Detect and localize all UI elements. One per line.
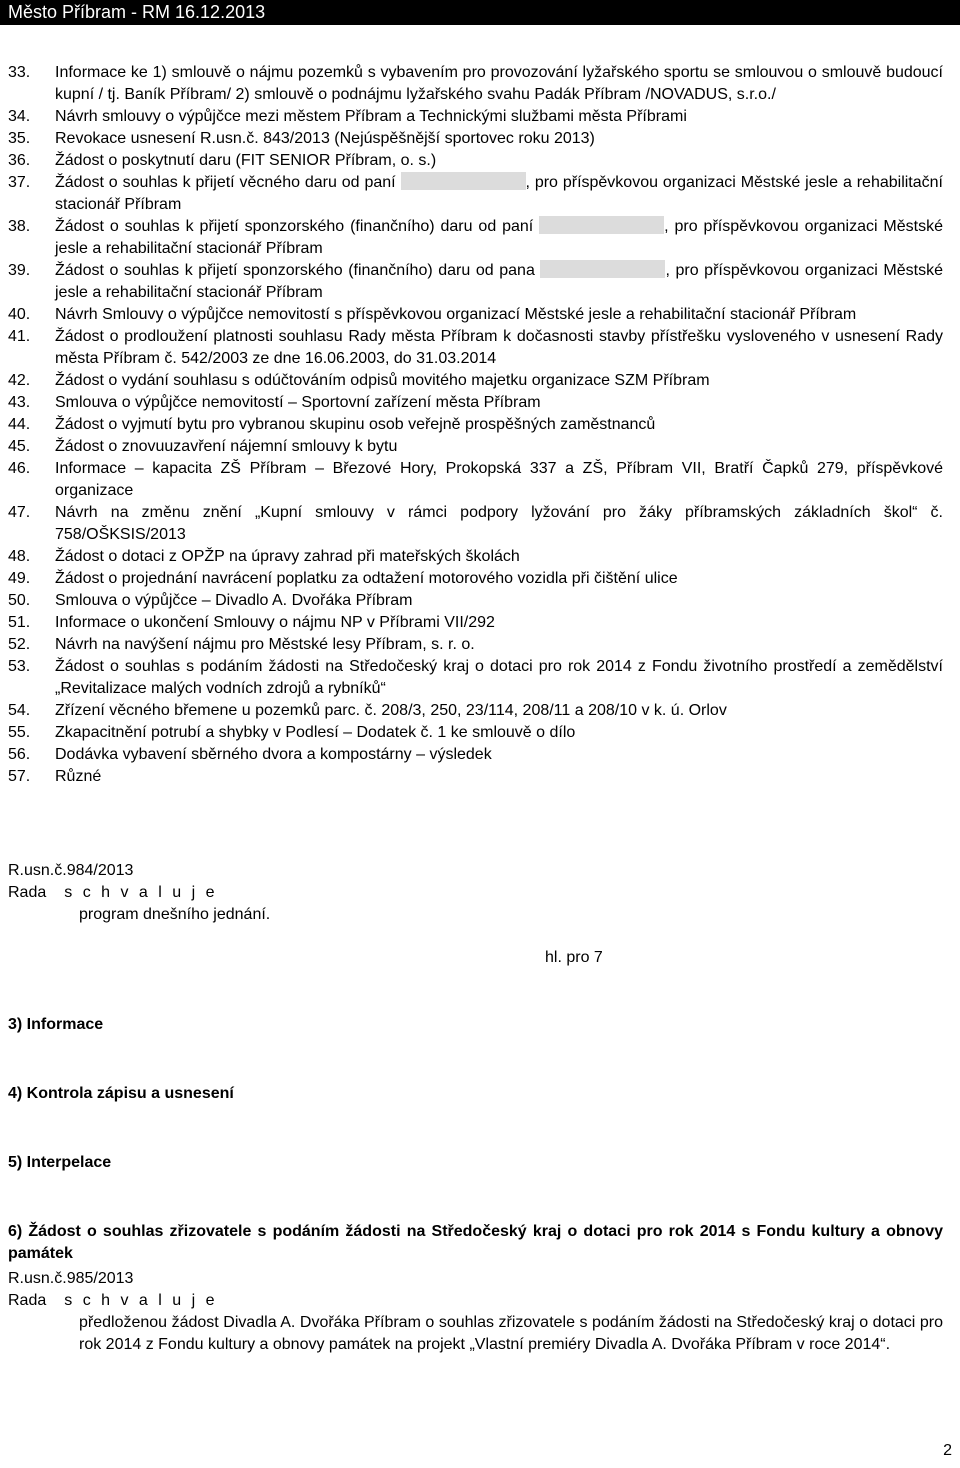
agenda-item-text-end: , pro příspěvkovou organizaci Městské jesle a rehabilitační stacionář Příbram: [55, 262, 943, 301]
agenda-item-number: 43.: [8, 394, 31, 411]
agenda-item-number: 42.: [8, 372, 31, 389]
agenda-item-text-end: , pro příspěvkovou organizaci Městské jesle a rehabilitační stacionář Příbram: [55, 174, 943, 213]
agenda-item-number: 33.: [8, 64, 31, 81]
agenda-item-number: 46.: [8, 460, 31, 477]
resolution-984: [8, 860, 943, 926]
agenda-item: [0, 590, 960, 612]
agenda-item-number: 41.: [8, 328, 31, 345]
agenda-item-text: [55, 260, 943, 304]
agenda-item-number: 34.: [8, 108, 31, 125]
agenda-item-text: Zřízení věcného břemene u pozemků parc. č. 208/3, 250, 23/114, 208/11 a 208/10 v k. ú. Orlov: [55, 702, 727, 719]
redacted-name: [539, 216, 664, 234]
agenda-item-text-start: Žádost o souhlas k přijetí věcného daru od paní: [55, 174, 396, 191]
agenda-item-text: Revokace usnesení R.usn.č. 843/2013 (Nejúspěšnější sportovec roku 2013): [55, 130, 595, 147]
agenda-item: [0, 304, 960, 326]
agenda-item-number: 51.: [8, 614, 31, 631]
agenda-list: [0, 62, 960, 788]
agenda-item-number: 44.: [8, 416, 31, 433]
agenda-item-number: 56.: [8, 746, 31, 763]
agenda-item-text: Informace o ukončení Smlouvy o nájmu NP v Příbrami VII/292: [55, 614, 495, 631]
rada-label: Rada: [8, 1292, 47, 1309]
section-heading-zadost: 6) Žádost o souhlas zřizovatele s podáním žádosti na Středočeský kraj o dotaci pro rok 2014 s Fondu kultury a obnovy památek: [8, 1223, 943, 1262]
agenda-item-text-end: , pro příspěvkovou organizaci Městské jesle a rehabilitační stacionář Příbram: [55, 218, 944, 257]
agenda-item-number: 39.: [8, 262, 31, 279]
agenda-item-text: Smlouva o výpůjčce nemovitostí – Sportovní zařízení města Příbram: [55, 394, 541, 411]
resolution-985: [8, 1268, 943, 1356]
approve-verb: s c h v a l u j e: [64, 1292, 218, 1309]
agenda-item-number: 45.: [8, 438, 31, 455]
agenda-item: [0, 612, 960, 634]
agenda-item-text: Návrh na změnu znění „Kupní smlouvy v rámci podpory lyžování pro žáky příbramských základních škol“ č. 758/OŠKSIS/2013: [55, 504, 943, 543]
agenda-item: [0, 546, 960, 568]
agenda-item-text-start: Žádost o souhlas k přijetí sponzorského (finančního) daru od pana: [55, 262, 535, 279]
section-heading-kontrola: 4) Kontrola zápisu a usnesení: [8, 1085, 234, 1102]
agenda-item: [0, 370, 960, 392]
agenda-item: [0, 502, 960, 546]
agenda-item-text: Informace – kapacita ZŠ Příbram – Březové Hory, Prokopská 337 a ZŠ, Příbram VII, Bratří Čapků 279, příspěvkové organizace: [55, 460, 943, 499]
agenda-item: [0, 744, 960, 766]
agenda-item-text: Smlouva o výpůjčce – Divadlo A. Dvořáka Příbram: [55, 592, 413, 609]
agenda-item: [0, 106, 960, 128]
resolution-text: program dnešního jednání.: [79, 906, 271, 923]
agenda-item: [0, 656, 960, 700]
agenda-item-number: 53.: [8, 658, 31, 675]
agenda-item-text: Žádost o vyjmutí bytu pro vybranou skupinu osob veřejně prospěšných zaměstnanců: [55, 416, 656, 433]
agenda-item: [0, 766, 960, 788]
agenda-item-number: 55.: [8, 724, 31, 741]
agenda-item-number: 57.: [8, 768, 31, 785]
agenda-item: [0, 722, 960, 744]
section-heading-interpelace: 5) Interpelace: [8, 1154, 112, 1171]
agenda-item: [0, 392, 960, 414]
agenda-item-text: Různé: [55, 768, 102, 785]
agenda-item: [0, 150, 960, 172]
resolution-number: R.usn.č.984/2013: [8, 862, 134, 879]
agenda-item-text: Žádost o vydání souhlasu s odúčtováním odpisů movitého majetku organizace SZM Příbram: [55, 372, 710, 389]
agenda-item-number: 40.: [8, 306, 31, 323]
header-bar: [0, 0, 960, 25]
agenda-item: [0, 62, 960, 106]
agenda-item-text: Žádost o dotaci z OPŽP na úpravy zahrad při mateřských školách: [55, 548, 520, 565]
agenda-item: [0, 458, 960, 502]
agenda-item-number: 35.: [8, 130, 31, 147]
agenda-item: [0, 172, 960, 216]
agenda-item-text: Žádost o projednání navrácení poplatku za odtažení motorového vozidla při čištění ulice: [55, 570, 678, 587]
agenda-item-text: Informace ke 1) smlouvě o nájmu pozemků s vybavením pro provozování lyžařského sportu se smlouvou o smlouvě budoucí kupní / tj. Baník Příbram/ 2) smlouvě o podnájmu lyžařského svahu Padák Příbram /NOVADUS, s.r.o./: [55, 64, 943, 103]
agenda-item: [0, 414, 960, 436]
agenda-item-number: 52.: [8, 636, 31, 653]
agenda-item-text: Dodávka vybavení sběrného dvora a kompostárny – výsledek: [55, 746, 492, 763]
agenda-item-number: 47.: [8, 504, 31, 521]
resolution-number: R.usn.č.985/2013: [8, 1270, 134, 1287]
agenda-item-text: [55, 216, 943, 260]
agenda-item: [0, 216, 960, 260]
agenda-item-text: Žádost o prodloužení platnosti souhlasu Rady města Příbram k dočasnosti stavby přístřešku vysloveného v usnesení Rady města Příbram č. 542/2003 ze dne 16.06.2003, do 31.03.2014: [55, 328, 943, 367]
agenda-item-number: 54.: [8, 702, 31, 719]
agenda-item-text: Návrh na navýšení nájmu pro Městské lesy Příbram, s. r. o.: [55, 636, 475, 653]
agenda-item: [0, 260, 960, 304]
rada-label: Rada: [8, 884, 47, 901]
agenda-item-text-start: Žádost o souhlas k přijetí sponzorského (finančního) daru od paní: [55, 218, 534, 235]
agenda-item-number: 36.: [8, 152, 31, 169]
agenda-item-text: Žádost o poskytnutí daru (FIT SENIOR Příbram, o. s.): [55, 152, 437, 169]
vote-result: hl. pro 7: [545, 949, 603, 966]
agenda-item-text: Návrh smlouvy o výpůjčce mezi městem Příbram a Technickými službami města Příbrami: [55, 108, 687, 125]
redacted-name: [540, 260, 665, 278]
agenda-item-number: 49.: [8, 570, 31, 587]
agenda-item-text: Zkapacitnění potrubí a shybky v Podlesí – Dodatek č. 1 ke smlouvě o dílo: [55, 724, 576, 741]
agenda-item: [0, 326, 960, 370]
agenda-item-text: [55, 172, 943, 216]
redacted-name: [401, 172, 526, 190]
agenda-item: [0, 634, 960, 656]
agenda-item: [0, 436, 960, 458]
agenda-item-number: 37.: [8, 174, 31, 191]
agenda-item-number: 38.: [8, 218, 31, 235]
document-title: Město Příbram - RM 16.12.2013: [8, 2, 266, 22]
agenda-item: [0, 700, 960, 722]
section-heading-informace: 3) Informace: [8, 1016, 104, 1033]
agenda-item: [0, 568, 960, 590]
resolution-verb-line: [8, 1290, 943, 1312]
resolution-text: předloženou žádost Divadla A. Dvořáka Příbram o souhlas zřizovatele s podáním žádosti na Středočeský kraj o dotaci pro rok 2014 z Fondu kultury a obnovy památek na projekt „Vlastní premiéry Divadla A. Dvořáka Příbram v roce 2014“.: [79, 1314, 943, 1353]
approve-verb: s c h v a l u j e: [64, 884, 218, 901]
agenda-item-text: Žádost o znovuuzavření nájemní smlouvy k bytu: [55, 438, 398, 455]
resolution-verb-line: [8, 882, 943, 904]
agenda-item: [0, 128, 960, 150]
agenda-item-number: 48.: [8, 548, 31, 565]
agenda-item-number: 50.: [8, 592, 31, 609]
agenda-item-text: Žádost o souhlas s podáním žádosti na Středočeský kraj o dotaci pro rok 2014 z Fondu životního prostředí a zemědělství „Revitalizace malých vodních zdrojů a rybníků“: [55, 658, 943, 697]
page-number: 2: [943, 1442, 952, 1459]
agenda-item-text: Návrh Smlouvy o výpůjčce nemovitostí s příspěvkovou organizací Městské jesle a rehabilitační stacionář Příbram: [55, 306, 857, 323]
